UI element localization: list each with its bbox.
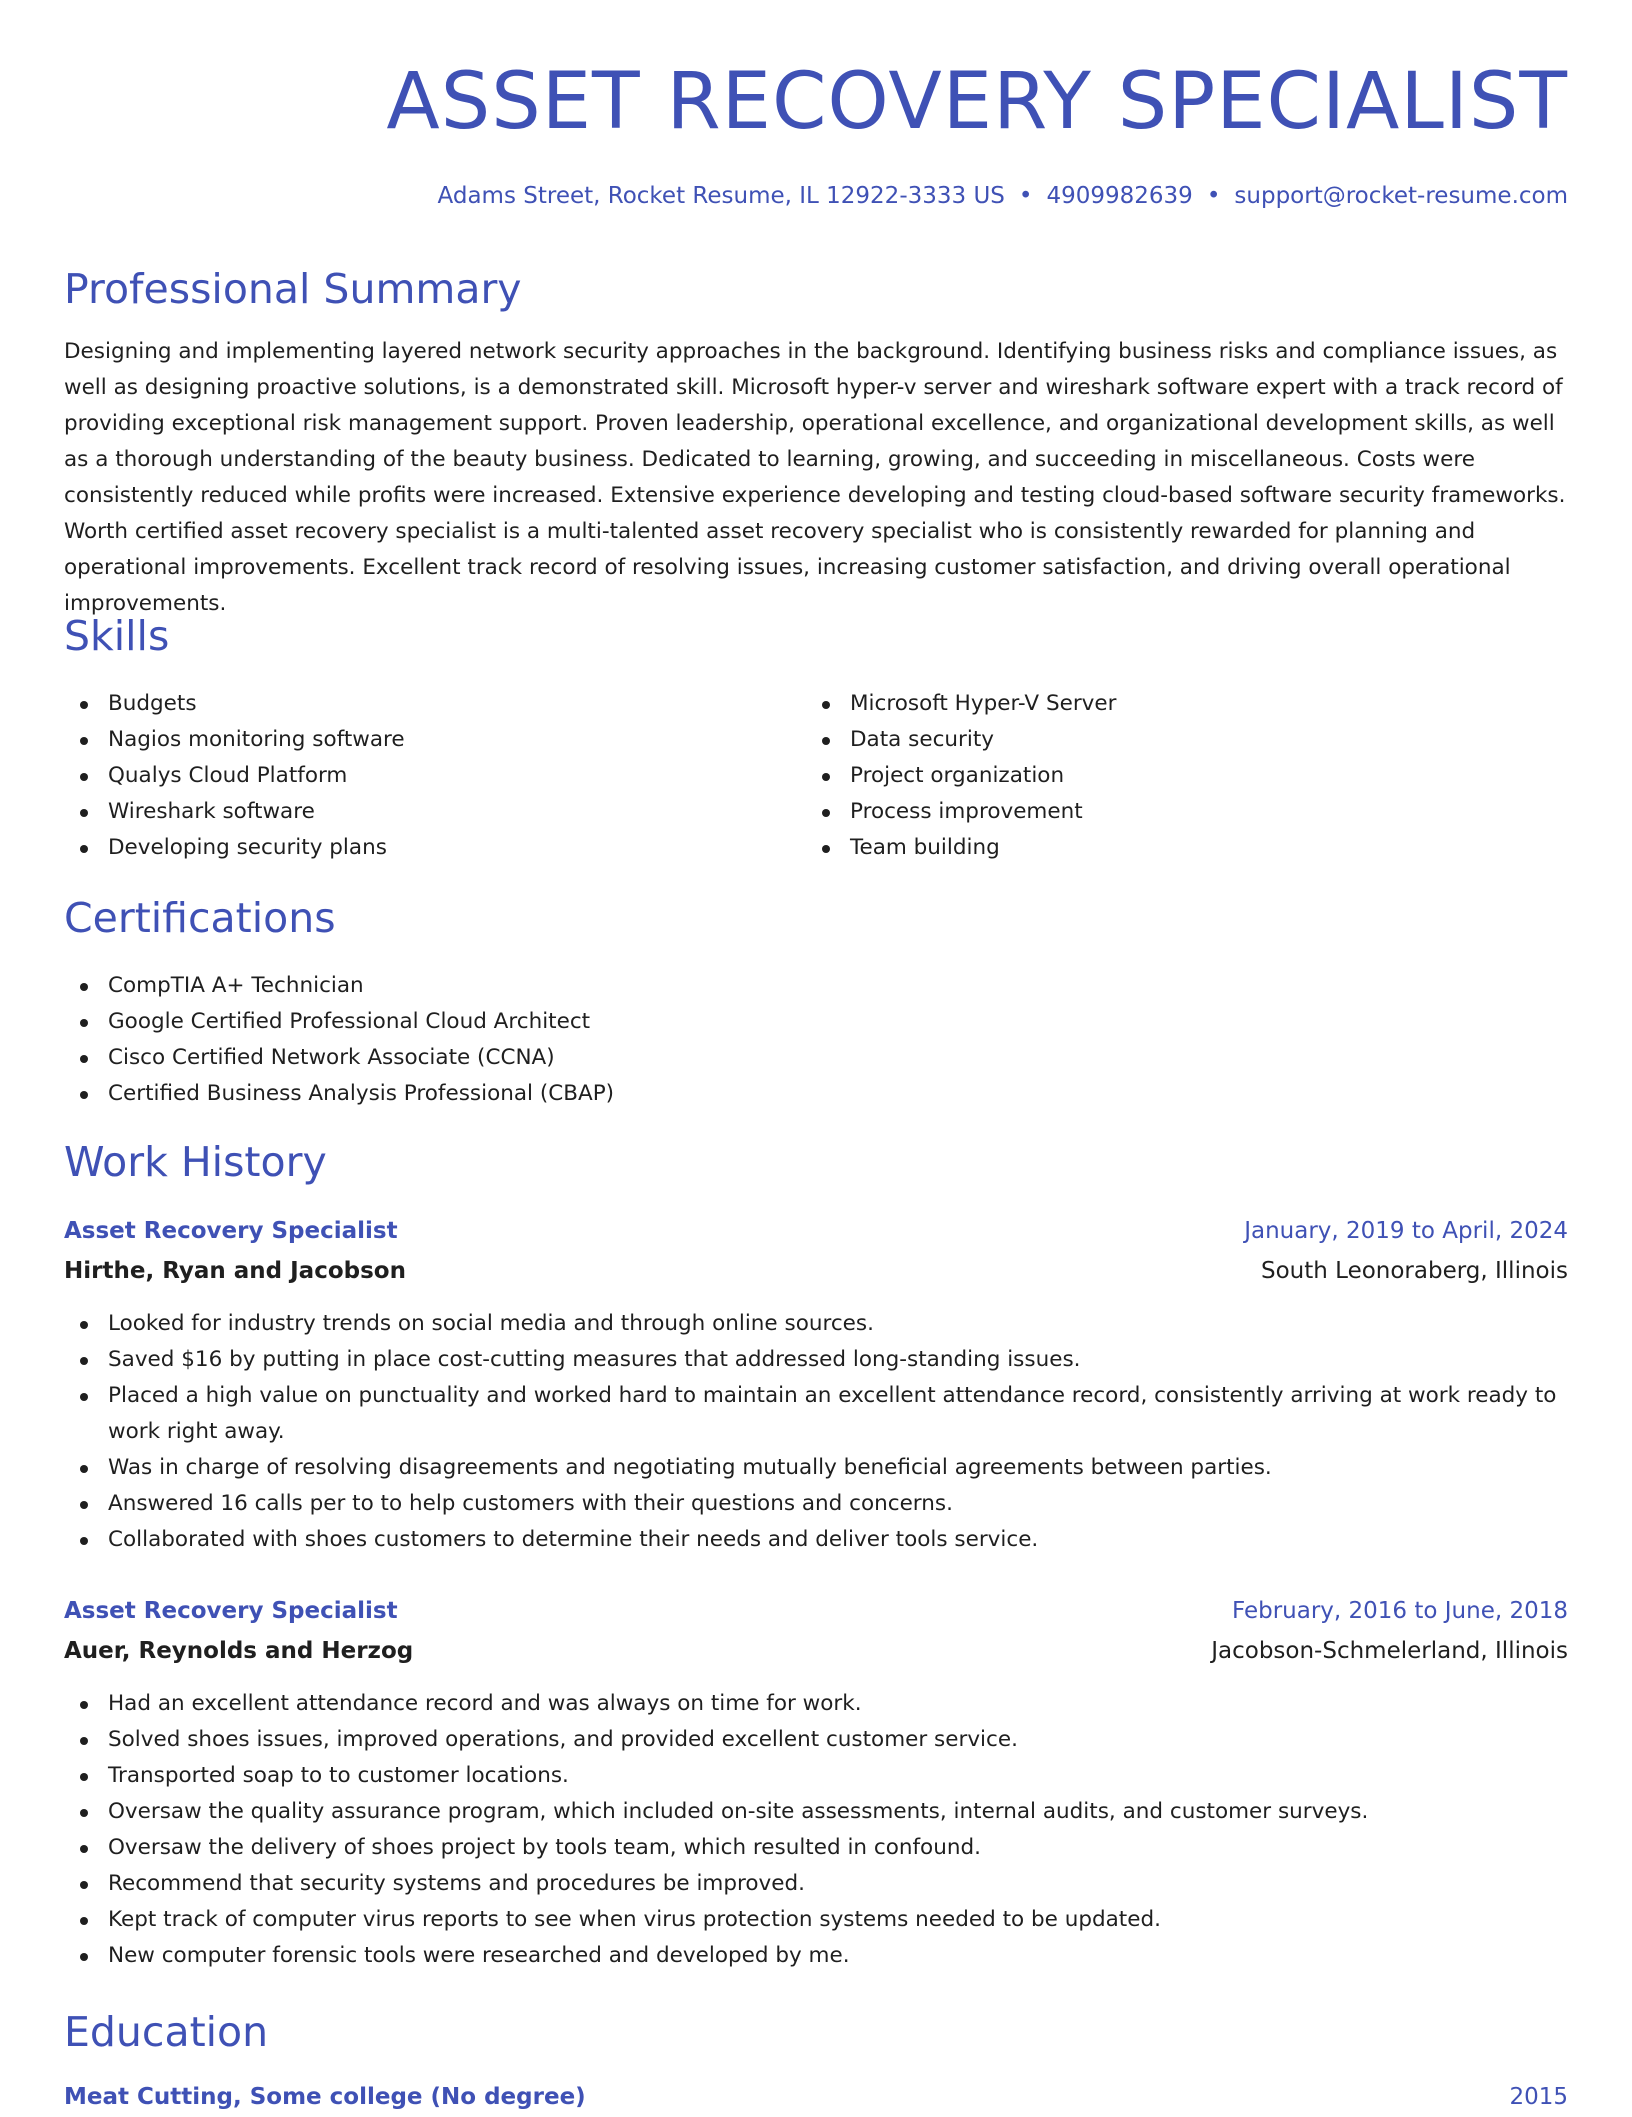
job-bullet: Answered 16 calls per to to help customers with their questions and concerns.	[64, 1486, 1568, 1522]
certifications-list	[64, 968, 1568, 1112]
job-bullet: Kept track of computer virus reports to see when virus protection systems needed to be updated.	[64, 1902, 1568, 1938]
skill-item: Nagios monitoring software	[64, 722, 764, 758]
contact-address: Adams Street, Rocket Resume, IL 12922-3333 US	[437, 183, 1005, 209]
skill-item: Process improvement	[806, 794, 1506, 830]
job-location: South Leonoraberg, Illinois	[1261, 1258, 1568, 1284]
job-title: Asset Recovery Specialist	[64, 1598, 398, 1624]
skill-item: Budgets	[64, 686, 764, 722]
skill-item: Microsoft Hyper-V Server	[806, 686, 1506, 722]
work-history-heading: Work History	[64, 1138, 327, 1186]
job-bullet: Transported soap to to customer locations.	[64, 1758, 1568, 1794]
skills-list-left	[64, 686, 764, 866]
job-bullet: Was in charge of resolving disagreements and negotiating mutually beneficial agreements between parties.	[64, 1450, 1568, 1486]
contact-phone: 4909982639	[1046, 183, 1193, 209]
job-bullet: New computer forensic tools were researched and developed by me.	[64, 1938, 1568, 1974]
skills-heading: Skills	[64, 612, 170, 660]
job-bullets	[64, 1686, 1568, 1974]
job-header	[64, 1591, 1568, 1631]
job-bullet: Oversaw the quality assurance program, which included on-site assessments, internal audits, and customer surveys.	[64, 1794, 1568, 1830]
education-entry	[64, 2077, 1568, 2117]
education-heading: Education	[64, 2008, 269, 2056]
skill-item: Data security	[806, 722, 1506, 758]
certification-item: Cisco Certified Network Associate (CCNA)	[64, 1040, 1568, 1076]
job-bullet: Looked for industry trends on social media and through online sources.	[64, 1306, 1568, 1342]
job-header	[64, 1211, 1568, 1251]
contact-line	[438, 178, 1568, 214]
skills-list-right	[806, 686, 1506, 866]
job-company: Auer, Reynolds and Herzog	[64, 1638, 414, 1664]
job-title: Asset Recovery Specialist	[64, 1218, 398, 1244]
certification-item: Certified Business Analysis Professional (CBAP)	[64, 1076, 1568, 1112]
education-year: 2015	[1509, 2084, 1568, 2110]
summary-heading: Professional Summary	[64, 265, 522, 313]
certifications-heading: Certifications	[64, 894, 336, 942]
certification-item: CompTIA A+ Technician	[64, 968, 1568, 1004]
job-company: Hirthe, Ryan and Jacobson	[64, 1258, 406, 1284]
skill-item: Developing security plans	[64, 830, 764, 866]
job-bullet: Had an excellent attendance record and was always on time for work.	[64, 1686, 1568, 1722]
job-location: Jacobson-Schmelerland, Illinois	[1211, 1638, 1568, 1664]
resume-title: ASSET RECOVERY SPECIALIST	[386, 57, 1568, 147]
job-bullet: Solved shoes issues, improved operations, and provided excellent customer service.	[64, 1722, 1568, 1758]
certification-item: Google Certified Professional Cloud Architect	[64, 1004, 1568, 1040]
skill-item: Wireshark software	[64, 794, 764, 830]
skill-item: Qualys Cloud Platform	[64, 758, 764, 794]
contact-email[interactable]: support@rocket-resume.com	[1234, 183, 1568, 209]
contact-separator: •	[1206, 183, 1221, 209]
contact-separator: •	[1018, 183, 1033, 209]
education-degree: Meat Cutting, Some college (No degree)	[64, 2084, 586, 2110]
job-bullet: Recommend that security systems and procedures be improved.	[64, 1866, 1568, 1902]
job-bullet: Placed a high value on punctuality and worked hard to maintain an excellent attendance record, consistently arriving at work ready to work right away.	[64, 1378, 1568, 1450]
summary-text: Designing and implementing layered network security approaches in the background. Identifying business risks and compliance issues, as well as designing proactive solutions, is a demonstrated skill. Microsoft hyper-v server and wireshark software expert with a track record of providing exceptional risk management support. Proven leadership, operational excellence, and organizational development skills, as well as a thorough understanding of the beauty business. Dedicated to learning, growing, and succeeding in miscellaneous. Costs were consistently reduced while profits were increased. Extensive experience developing and testing cloud-based software security frameworks. Worth certified asset recovery specialist is a multi-talented asset recovery specialist who is consistently rewarded for planning and operational improvements. Excellent track record of resolving issues, increasing customer satisfaction, and driving overall operational improvements.	[64, 339, 1566, 616]
job-employer	[64, 1251, 1568, 1291]
job-dates: January, 2019 to April, 2024	[1244, 1218, 1568, 1244]
job-bullet: Collaborated with shoes customers to determine their needs and deliver tools service.	[64, 1522, 1568, 1558]
skill-item: Project organization	[806, 758, 1506, 794]
job-employer	[64, 1631, 1568, 1671]
job-bullets	[64, 1306, 1568, 1558]
skill-item: Team building	[806, 830, 1506, 866]
job-dates: February, 2016 to June, 2018	[1231, 1598, 1568, 1624]
job-bullet: Oversaw the delivery of shoes project by tools team, which resulted in confound.	[64, 1830, 1568, 1866]
job-bullet: Saved $16 by putting in place cost-cutting measures that addressed long-standing issues.	[64, 1342, 1568, 1378]
